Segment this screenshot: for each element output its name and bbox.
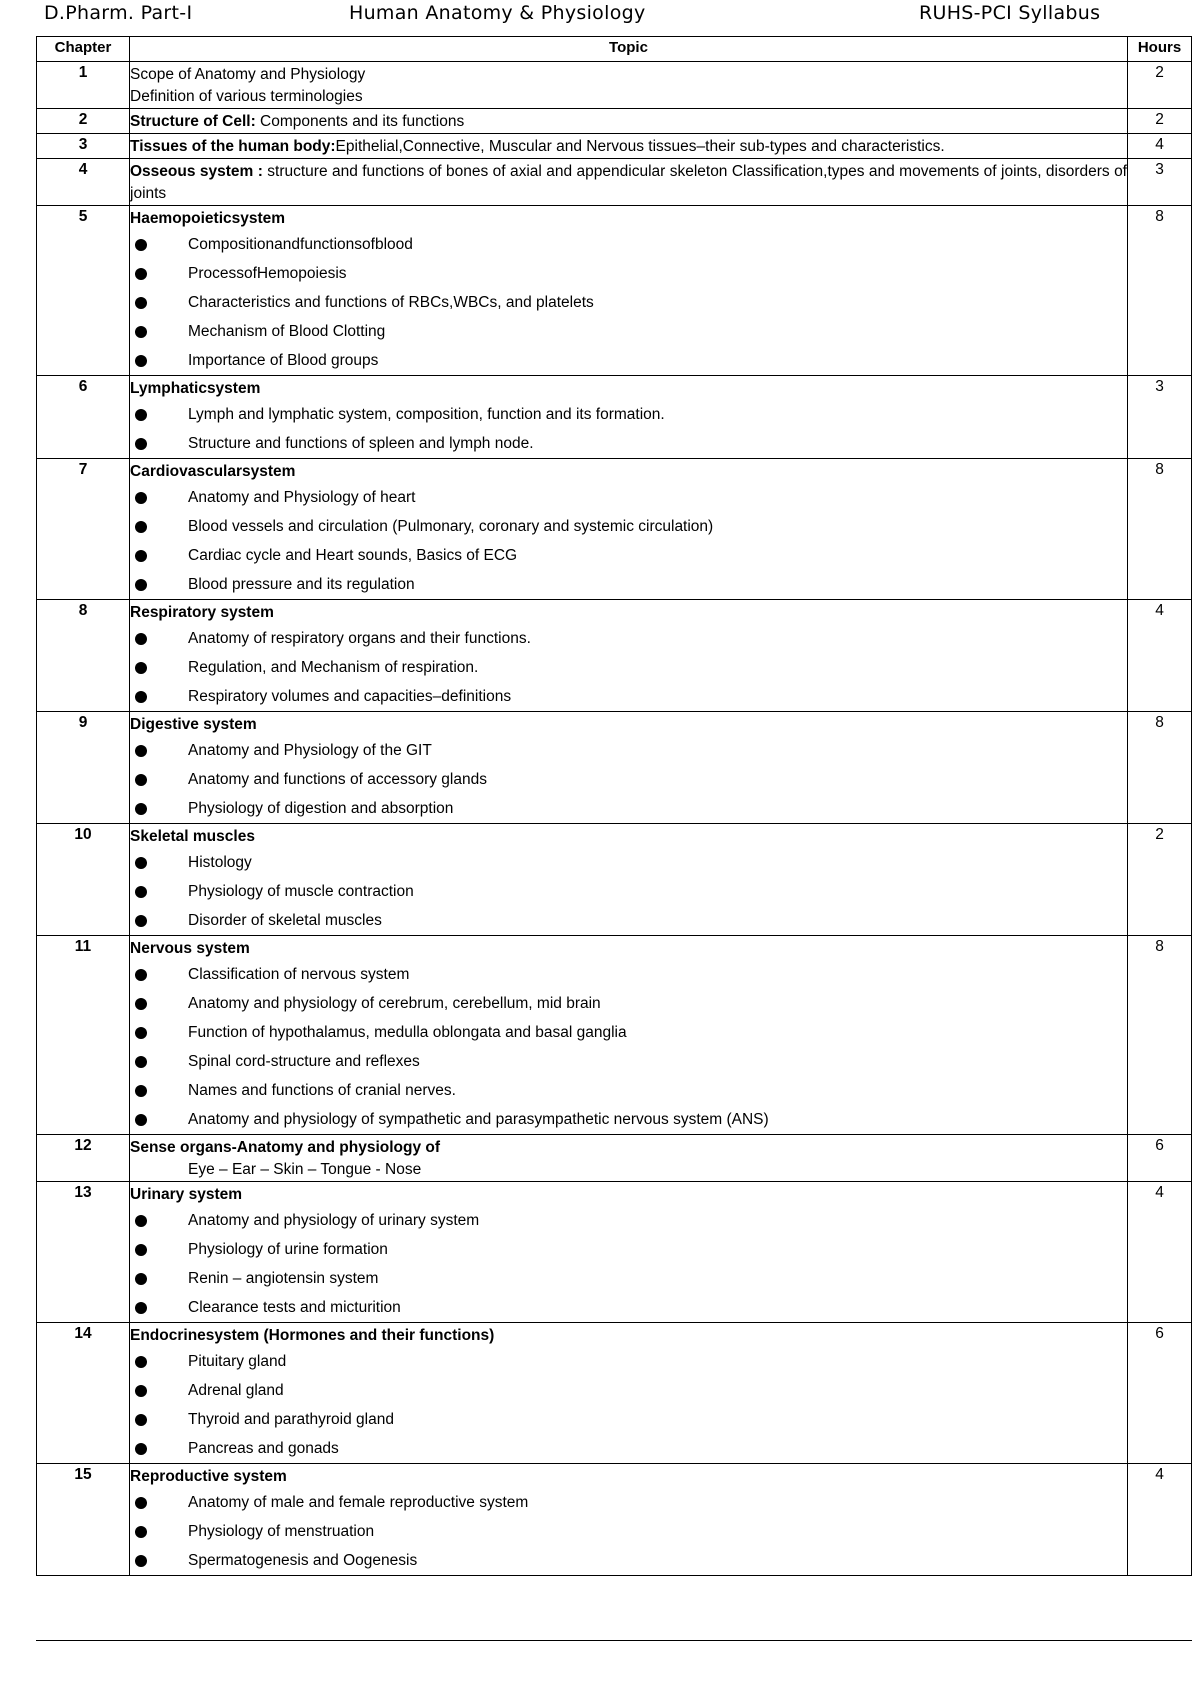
table-row xyxy=(37,206,1192,376)
topic-title: Reproductive system xyxy=(130,1468,287,1485)
bullet-text: Spinal cord-structure and reflexes xyxy=(188,1053,420,1070)
bullet-icon xyxy=(135,1273,147,1285)
list-item xyxy=(130,1517,1127,1546)
bullet-text: Structure and functions of spleen and lymph node. xyxy=(188,435,534,452)
list-item xyxy=(130,1546,1127,1575)
chapter-number: 3 xyxy=(37,134,130,159)
topic-cell xyxy=(130,1323,1128,1464)
table-row xyxy=(37,159,1192,206)
topic-cell xyxy=(130,459,1128,600)
table-row xyxy=(37,62,1192,109)
bullet-icon xyxy=(135,297,147,309)
syllabus-label: RUHS-PCI Syllabus xyxy=(919,2,1101,24)
course-label: D.Pharm. Part-I xyxy=(44,2,193,24)
list-item xyxy=(130,653,1127,682)
syllabus-body xyxy=(37,62,1192,1576)
list-item xyxy=(130,483,1127,512)
list-item xyxy=(130,288,1127,317)
bullet-icon xyxy=(135,691,147,703)
list-item xyxy=(130,848,1127,877)
topic-cell xyxy=(130,1464,1128,1576)
list-item xyxy=(130,512,1127,541)
bullet-icon xyxy=(135,550,147,562)
hours-value: 4 xyxy=(1128,600,1192,712)
chapter-number: 8 xyxy=(37,600,130,712)
bullet-icon xyxy=(135,409,147,421)
bullet-text: Clearance tests and micturition xyxy=(188,1299,401,1316)
bullet-icon xyxy=(135,1027,147,1039)
topic-cell xyxy=(130,206,1128,376)
table-row xyxy=(37,1464,1192,1576)
bullet-text: Blood pressure and its regulation xyxy=(188,576,415,593)
list-item xyxy=(130,1405,1127,1434)
topic-title: Sense organs-Anatomy and physiology of xyxy=(130,1139,441,1156)
bullet-icon xyxy=(135,969,147,981)
bullet-icon xyxy=(135,662,147,674)
bullet-text: Pituitary gland xyxy=(188,1353,287,1370)
bullet-text: Spermatogenesis and Oogenesis xyxy=(188,1552,418,1569)
bullet-list xyxy=(130,483,1127,599)
list-item xyxy=(130,1347,1127,1376)
bullet-text: Thyroid and parathyroid gland xyxy=(188,1411,394,1428)
list-item xyxy=(130,429,1127,458)
topic-cell xyxy=(130,936,1128,1135)
bullet-list xyxy=(130,960,1127,1134)
bullet-list xyxy=(130,1206,1127,1322)
topic-cell xyxy=(130,376,1128,459)
list-item xyxy=(130,794,1127,823)
subject-title: Human Anatomy & Physiology xyxy=(349,2,646,24)
list-item xyxy=(130,1018,1127,1047)
topic-title: Respiratory system xyxy=(130,604,274,621)
chapter-number: 1 xyxy=(37,62,130,109)
table-row xyxy=(37,600,1192,712)
topic-description: Components and its functions xyxy=(255,113,465,130)
bullet-icon xyxy=(135,998,147,1010)
bullet-icon xyxy=(135,1497,147,1509)
chapter-number: 11 xyxy=(37,936,130,1135)
topic-title: Osseous system : xyxy=(130,163,263,180)
bullet-icon xyxy=(135,1356,147,1368)
bullet-icon xyxy=(135,886,147,898)
list-item xyxy=(130,1206,1127,1235)
bullet-text: Anatomy and physiology of urinary system xyxy=(188,1212,480,1229)
bullet-list xyxy=(130,230,1127,375)
topic-title: Urinary system xyxy=(130,1186,243,1203)
bullet-text: Anatomy and Physiology of heart xyxy=(188,489,416,506)
list-item xyxy=(130,1235,1127,1264)
list-item xyxy=(130,346,1127,375)
hours-value: 3 xyxy=(1128,159,1192,206)
bullet-icon xyxy=(135,774,147,786)
bullet-text: Function of hypothalamus, medulla oblongata and basal ganglia xyxy=(188,1024,627,1041)
topic-cell xyxy=(130,824,1128,936)
topic-cell xyxy=(130,600,1128,712)
bullet-text: Mechanism of Blood Clotting xyxy=(188,323,386,340)
list-item xyxy=(130,682,1127,711)
chapter-number: 12 xyxy=(37,1135,130,1182)
bullet-text: Lymph and lymphatic system, composition, function and its formation. xyxy=(188,406,665,423)
bullet-list xyxy=(130,1347,1127,1463)
list-item xyxy=(130,989,1127,1018)
chapter-number: 9 xyxy=(37,712,130,824)
hours-value: 6 xyxy=(1128,1135,1192,1182)
topic-cell xyxy=(130,712,1128,824)
hours-value: 3 xyxy=(1128,376,1192,459)
bullet-text: Respiratory volumes and capacities–definitions xyxy=(188,688,512,705)
bullet-text: Physiology of urine formation xyxy=(188,1241,388,1258)
table-row xyxy=(37,134,1192,159)
hours-value: 8 xyxy=(1128,936,1192,1135)
bullet-icon xyxy=(135,492,147,504)
topic-cell xyxy=(130,134,1128,159)
topic-title: Haemopoieticsystem xyxy=(130,210,286,227)
bullet-text: Regulation, and Mechanism of respiration. xyxy=(188,659,479,676)
table-row xyxy=(37,712,1192,824)
topic-title: Digestive system xyxy=(130,716,257,733)
list-item xyxy=(130,877,1127,906)
topic-title: Skeletal muscles xyxy=(130,828,255,845)
topic-title: Nervous system xyxy=(130,940,250,957)
chapter-number: 13 xyxy=(37,1182,130,1323)
topic-cell xyxy=(130,1182,1128,1323)
hours-value: 4 xyxy=(1128,1182,1192,1323)
bullet-text: ProcessofHemopoiesis xyxy=(188,265,347,282)
table-row xyxy=(37,824,1192,936)
topic-subline: Eye – Ear – Skin – Tongue - Nose xyxy=(188,1161,422,1178)
hours-value: 6 xyxy=(1128,1323,1192,1464)
bullet-icon xyxy=(135,355,147,367)
list-item xyxy=(130,736,1127,765)
topic-cell xyxy=(130,1135,1128,1182)
bullet-text: Adrenal gland xyxy=(188,1382,284,1399)
bullet-icon xyxy=(135,803,147,815)
table-row xyxy=(37,1323,1192,1464)
bullet-list xyxy=(130,848,1127,935)
bullet-text: Physiology of digestion and absorption xyxy=(188,800,454,817)
list-item xyxy=(130,400,1127,429)
bullet-icon xyxy=(135,1555,147,1567)
table-row xyxy=(37,1182,1192,1323)
chapter-number: 6 xyxy=(37,376,130,459)
bullet-list xyxy=(130,1488,1127,1575)
bullet-icon xyxy=(135,915,147,927)
table-row xyxy=(37,459,1192,600)
hours-value: 8 xyxy=(1128,206,1192,376)
column-header-chapter: Chapter xyxy=(37,37,130,62)
chapter-number: 7 xyxy=(37,459,130,600)
bullet-text: Anatomy and functions of accessory glands xyxy=(188,771,487,788)
bullet-text: Anatomy and physiology of sympathetic and parasympathetic nervous system (ANS) xyxy=(188,1111,769,1128)
topic-cell xyxy=(130,109,1128,134)
chapter-number: 10 xyxy=(37,824,130,936)
hours-value: 2 xyxy=(1128,824,1192,936)
bullet-text: Anatomy of male and female reproductive system xyxy=(188,1494,529,1511)
list-item xyxy=(130,570,1127,599)
topic-line: Definition of various terminologies xyxy=(130,88,363,105)
topic-title: Lymphaticsystem xyxy=(130,380,261,397)
list-item xyxy=(130,1488,1127,1517)
topic-cell xyxy=(130,62,1128,109)
bullet-icon xyxy=(135,438,147,450)
bullet-icon xyxy=(135,633,147,645)
topic-line: Scope of Anatomy and Physiology xyxy=(130,66,366,83)
bullet-text: Anatomy and physiology of cerebrum, cerebellum, mid brain xyxy=(188,995,601,1012)
bullet-text: Physiology of menstruation xyxy=(188,1523,375,1540)
hours-value: 8 xyxy=(1128,459,1192,600)
bullet-icon xyxy=(135,1215,147,1227)
bullet-icon xyxy=(135,1526,147,1538)
list-item xyxy=(130,1376,1127,1405)
table-row xyxy=(37,1135,1192,1182)
table-row xyxy=(37,936,1192,1135)
bullet-icon xyxy=(135,1443,147,1455)
bullet-icon xyxy=(135,1302,147,1314)
topic-description: structure and functions of bones of axial and appendicular skeleton Classification,types and movements of joints, disorders of joints xyxy=(130,163,1127,202)
hours-value: 4 xyxy=(1128,134,1192,159)
topic-description: Epithelial,Connective, Muscular and Nervous tissues–their sub-types and characteristics. xyxy=(335,138,945,155)
bullet-text: Histology xyxy=(188,854,252,871)
hours-value: 4 xyxy=(1128,1464,1192,1576)
list-item xyxy=(130,1293,1127,1322)
bullet-text: Disorder of skeletal muscles xyxy=(188,912,382,929)
bottom-rule xyxy=(36,1640,1192,1641)
hours-value: 8 xyxy=(1128,712,1192,824)
bullet-text: Names and functions of cranial nerves. xyxy=(188,1082,456,1099)
bullet-text: Compositionandfunctionsofblood xyxy=(188,236,413,253)
column-header-hours: Hours xyxy=(1128,37,1192,62)
list-item xyxy=(130,1434,1127,1463)
bullet-icon xyxy=(135,1244,147,1256)
bullet-icon xyxy=(135,521,147,533)
bullet-text: Blood vessels and circulation (Pulmonary, coronary and systemic circulation) xyxy=(188,518,714,535)
chapter-number: 15 xyxy=(37,1464,130,1576)
bullet-icon xyxy=(135,1056,147,1068)
bullet-icon xyxy=(135,268,147,280)
topic-title: Cardiovascularsystem xyxy=(130,463,296,480)
bullet-list xyxy=(130,736,1127,823)
topic-title: Structure of Cell: xyxy=(130,113,256,130)
list-item xyxy=(130,960,1127,989)
chapter-number: 5 xyxy=(37,206,130,376)
bullet-icon xyxy=(135,1385,147,1397)
list-item xyxy=(130,259,1127,288)
hours-value: 2 xyxy=(1128,62,1192,109)
bullet-text: Importance of Blood groups xyxy=(188,352,379,369)
bullet-list xyxy=(130,400,1127,458)
list-item xyxy=(130,1264,1127,1293)
list-item xyxy=(130,765,1127,794)
chapter-number: 14 xyxy=(37,1323,130,1464)
bullet-icon xyxy=(135,1114,147,1126)
syllabus-table xyxy=(36,36,1192,1576)
bullet-text: Classification of nervous system xyxy=(188,966,410,983)
topic-title: Endocrinesystem (Hormones and their functions) xyxy=(130,1327,495,1344)
hours-value: 2 xyxy=(1128,109,1192,134)
table-row xyxy=(37,376,1192,459)
bullet-text: Characteristics and functions of RBCs,WBCs, and platelets xyxy=(188,294,594,311)
bullet-icon xyxy=(135,326,147,338)
bullet-text: Renin – angiotensin system xyxy=(188,1270,379,1287)
list-item xyxy=(130,1076,1127,1105)
bullet-icon xyxy=(135,239,147,251)
list-item xyxy=(130,230,1127,259)
list-item xyxy=(130,906,1127,935)
bullet-icon xyxy=(135,857,147,869)
bullet-icon xyxy=(135,1085,147,1097)
bullet-list xyxy=(130,624,1127,711)
bullet-icon xyxy=(135,745,147,757)
bullet-text: Pancreas and gonads xyxy=(188,1440,339,1457)
bullet-icon xyxy=(135,579,147,591)
topic-cell xyxy=(130,159,1128,206)
bullet-icon xyxy=(135,1414,147,1426)
chapter-number: 2 xyxy=(37,109,130,134)
bullet-text: Anatomy and Physiology of the GIT xyxy=(188,742,432,759)
table-header-row xyxy=(37,37,1192,62)
list-item xyxy=(130,624,1127,653)
bullet-text: Cardiac cycle and Heart sounds, Basics of ECG xyxy=(188,547,518,564)
bullet-text: Anatomy of respiratory organs and their functions. xyxy=(188,630,531,647)
list-item xyxy=(130,1105,1127,1134)
list-item xyxy=(130,317,1127,346)
table-row xyxy=(37,109,1192,134)
column-header-topic: Topic xyxy=(130,37,1128,62)
topic-title: Tissues of the human body: xyxy=(130,138,336,155)
bullet-text: Physiology of muscle contraction xyxy=(188,883,414,900)
page-header xyxy=(44,2,1154,30)
list-item xyxy=(130,541,1127,570)
chapter-number: 4 xyxy=(37,159,130,206)
list-item xyxy=(130,1047,1127,1076)
